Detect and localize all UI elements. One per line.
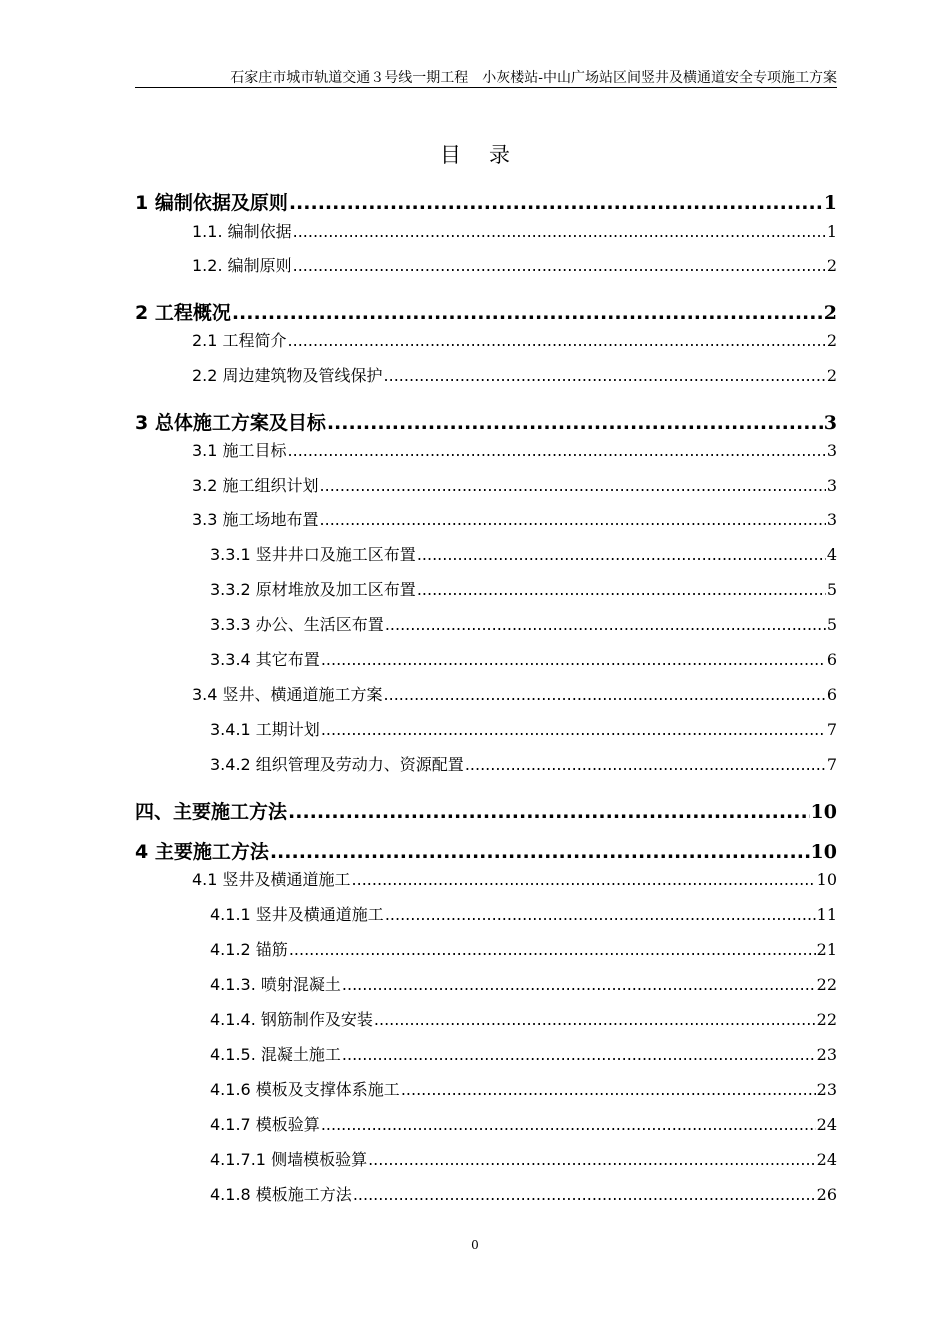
toc-entry[interactable] [210,900,837,930]
toc-entry-label: 4.1.4. 钢筋制作及安装 [210,1010,373,1029]
toc-entry[interactable] [210,610,837,640]
toc-entry-page: 1 [826,222,837,241]
toc-entry-label: 3.1 施工目标 [192,441,287,460]
toc-entry-label: 3.4.1 工期计划 [210,720,320,739]
toc-entry-page: 7 [826,720,837,739]
toc-entry-page: 4 [826,545,837,564]
toc-entry[interactable] [210,715,837,745]
toc-entry-label: 4.1 竖井及横通道施工 [192,870,351,889]
toc-leader-dots [288,797,810,827]
toc-entry[interactable] [210,1110,837,1140]
toc-entry-label: 3.3 施工场地布置 [192,510,319,529]
toc-entry[interactable] [135,797,837,827]
toc-entry-page: 22 [816,975,837,994]
toc-entry-label: 1.2. 编制原则 [192,256,292,275]
toc-leader-dots [288,436,826,466]
toc-entry-page: 3 [823,412,837,434]
toc-entry-label: 2.2 周边建筑物及管线保护 [192,366,383,385]
toc-leader-dots [289,188,823,218]
toc-entry[interactable] [192,505,837,535]
toc-entry[interactable] [192,326,837,356]
toc-entry[interactable] [192,471,837,501]
toc-entry-page: 11 [816,905,837,924]
toc-entry-page: 2 [826,256,837,275]
toc-leader-dots [321,715,826,745]
toc-entry-label: 3.3.3 办公、生活区布置 [210,615,384,634]
toc-entry[interactable] [135,188,837,218]
toc-entry-page: 6 [826,650,837,669]
toc-entry-label: 4.1.7 模板验算 [210,1115,320,1134]
toc-leader-dots [288,326,826,356]
toc-entry-label: 3.3.1 竖井井口及施工区布置 [210,545,416,564]
toc-leader-dots [374,1005,816,1035]
toc-entry[interactable] [210,540,837,570]
toc-entry-page: 23 [816,1045,837,1064]
toc-entry[interactable] [192,865,837,895]
toc-entry[interactable] [210,750,837,780]
toc-entry-label: 4.1.2 锚筋 [210,940,288,959]
toc-entry-page: 24 [816,1150,837,1169]
header-rule [135,87,837,88]
toc-entry-page: 26 [816,1185,837,1204]
toc-leader-dots [342,970,816,1000]
toc-leader-dots [401,1075,816,1105]
toc-entry-page: 2 [826,331,837,350]
toc-entry-label: 3 总体施工方案及目标 [135,412,326,434]
toc-leader-dots [352,865,816,895]
toc-entry[interactable] [192,217,837,247]
toc-leader-dots [293,217,826,247]
toc-leader-dots [342,1040,816,1070]
toc-entry-label: 3.3.4 其它布置 [210,650,320,669]
toc-leader-dots [327,408,823,438]
toc-leader-dots [321,1110,816,1140]
toc-entry-page: 10 [810,841,837,863]
toc-entry-label: 4.1.8 模板施工方法 [210,1185,352,1204]
toc-leader-dots [384,361,826,391]
toc-entry-page: 3 [826,476,837,495]
toc-entry-label: 4.1.3. 喷射混凝土 [210,975,341,994]
toc-entry-label: 四、主要施工方法 [135,801,288,823]
toc-entry-label: 1.1. 编制依据 [192,222,292,241]
toc-entry[interactable] [135,408,837,438]
toc-entry-page: 2 [826,366,837,385]
toc-leader-dots [353,1180,816,1210]
toc-entry[interactable] [210,1040,837,1070]
toc-entry-page: 22 [816,1010,837,1029]
toc-entry[interactable] [192,680,837,710]
toc-entry[interactable] [210,935,837,965]
toc-entry[interactable] [210,1075,837,1105]
toc-entry-page: 2 [823,302,837,324]
toc-entry[interactable] [192,436,837,466]
toc-entry[interactable] [210,1005,837,1035]
toc-leader-dots [321,645,826,675]
toc-entry-label: 3.3.2 原材堆放及加工区布置 [210,580,416,599]
toc-entry-page: 6 [826,685,837,704]
toc-entry[interactable] [210,1180,837,1210]
toc-leader-dots [232,298,823,328]
toc-entry-label: 2.1 工程简介 [192,331,287,350]
toc-leader-dots [289,935,816,965]
toc-entry-label: 4.1.1 竖井及横通道施工 [210,905,384,924]
toc-entry-page: 3 [826,510,837,529]
toc-leader-dots [320,505,826,535]
toc-entry[interactable] [192,361,837,391]
toc-entry-page: 1 [823,192,837,214]
toc-leader-dots [320,471,826,501]
toc-entry[interactable] [135,837,837,867]
toc-leader-dots [385,610,826,640]
toc-entry-page: 7 [826,755,837,774]
running-header: 石家庄市城市轨道交通３号线一期工程 小灰楼站-中山广场站区间竖井及横通道安全专项施工方案 [230,70,837,86]
toc-leader-dots [417,540,826,570]
toc-entry-label: 3.4 竖井、横通道施工方案 [192,685,383,704]
toc-entry-label: 3.2 施工组织计划 [192,476,319,495]
toc-leader-dots [368,1145,816,1175]
toc-entry-page: 21 [816,940,837,959]
toc-entry-page: 5 [826,580,837,599]
toc-entry[interactable] [210,575,837,605]
toc-entry[interactable] [210,645,837,675]
toc-entry-label: 2 工程概况 [135,302,231,324]
toc-entry[interactable] [210,970,837,1000]
toc-leader-dots [384,680,826,710]
toc-entry-page: 10 [810,801,837,823]
toc-entry[interactable] [135,298,837,328]
toc-entry[interactable] [210,1145,837,1175]
toc-entry[interactable] [192,251,837,281]
toc-entry-label: 3.4.2 组织管理及劳动力、资源配置 [210,755,464,774]
toc-leader-dots [293,251,826,281]
toc-entry-page: 5 [826,615,837,634]
toc-title: 目录 [440,143,538,167]
toc-entry-page: 10 [816,870,837,889]
toc-entry-label: 4.1.6 模板及支撑体系施工 [210,1080,400,1099]
toc-entry-label: 4 主要施工方法 [135,841,269,863]
toc-leader-dots [385,900,816,930]
toc-entry-page: 24 [816,1115,837,1134]
toc-entry-label: 1 编制依据及原则 [135,192,288,214]
toc-entry-label: 4.1.5. 混凝土施工 [210,1045,341,1064]
toc-entry-page: 23 [816,1080,837,1099]
toc-leader-dots [270,837,810,867]
toc-entry-label: 4.1.7.1 侧墙模板验算 [210,1150,368,1169]
page-number: 0 [471,1238,479,1252]
toc-entry-page: 3 [826,441,837,460]
toc-leader-dots [417,575,826,605]
toc-leader-dots [465,750,826,780]
